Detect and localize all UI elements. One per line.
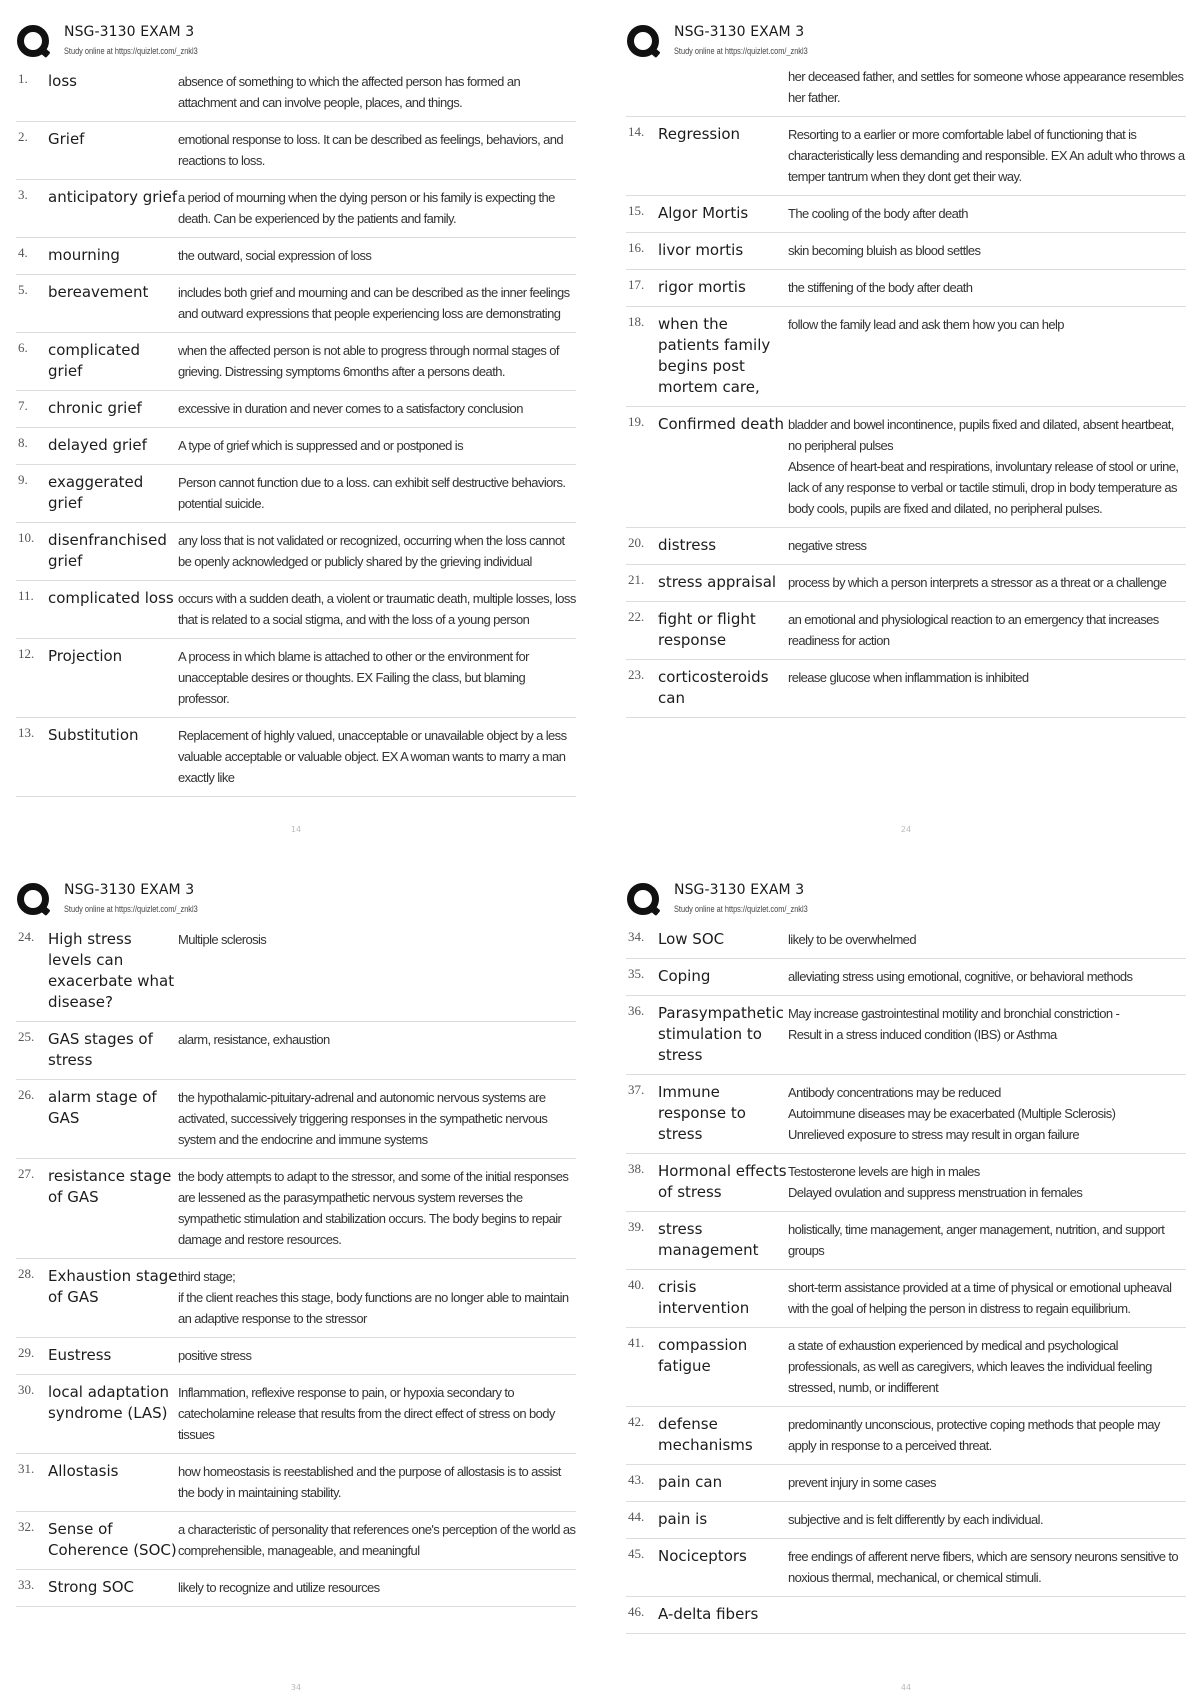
term-row bbox=[16, 1375, 576, 1454]
term-row bbox=[626, 1328, 1186, 1407]
row-definition: predominantly unconscious, protective coping methods that people may apply in response to a perceived threat. bbox=[788, 1417, 1160, 1453]
term-row bbox=[16, 391, 576, 428]
row-number: 22. bbox=[628, 609, 645, 624]
row-number: 27. bbox=[18, 1166, 35, 1181]
term-row bbox=[16, 639, 576, 718]
row-term: GAS stages of stress bbox=[48, 1030, 153, 1069]
term-row bbox=[626, 602, 1186, 660]
term-row bbox=[16, 465, 576, 523]
row-term: complicated grief bbox=[48, 341, 140, 380]
row-definition: free endings of afferent nerve fibers, which are sensory neurons sensitive to noxious thermal, mechanical, or chemical stimuli. bbox=[788, 1549, 1179, 1585]
row-definition: Testosterone levels are high in males Delayed ovulation and suppress menstruation in females bbox=[788, 1164, 1083, 1200]
row-number: 45. bbox=[628, 1546, 645, 1561]
row-number: 4. bbox=[18, 245, 28, 260]
row-term: Confirmed death bbox=[658, 415, 784, 433]
row-definition: bladder and bowel incontinence, pupils fixed and dilated, absent heartbeat, no peripheral pulses Absence of heart-beat and respirations, involuntary release of stool or urine, lack of any response to verbal or tactile stimuli, drop in body temperature as body cools, pupils are fixed and dilated, no peripheral pulses. bbox=[788, 417, 1179, 516]
page-title: NSG-3130 EXAM 3 bbox=[674, 882, 805, 898]
row-definition: follow the family lead and ask them how you can help bbox=[788, 317, 1064, 332]
page-number: 44 bbox=[900, 1683, 912, 1692]
row-term: loss bbox=[48, 72, 77, 90]
row-definition: May increase gastrointestinal motility and bronchial constriction - Result in a stress induced condition (IBS) or Asthma bbox=[788, 1006, 1120, 1042]
row-definition: how homeostasis is reestablished and the purpose of allostasis is to assist the body in maintaining stability. bbox=[178, 1464, 561, 1500]
term-row bbox=[16, 238, 576, 275]
row-number: 18. bbox=[628, 314, 645, 329]
page-1 bbox=[16, 18, 576, 838]
row-number: 42. bbox=[628, 1414, 645, 1429]
row-number: 38. bbox=[628, 1161, 645, 1176]
term-row bbox=[16, 333, 576, 391]
row-definition: her deceased father, and settles for someone whose appearance resembles her father. bbox=[788, 69, 1184, 105]
row-term: compassion fatigue bbox=[658, 1336, 748, 1375]
row-number: 8. bbox=[18, 435, 28, 450]
row-number: 19. bbox=[628, 414, 645, 429]
row-definition: excessive in duration and never comes to a satisfactory conclusion bbox=[178, 401, 523, 416]
row-term: fight or flight response bbox=[658, 610, 756, 649]
row-term: exaggerated grief bbox=[48, 473, 144, 512]
page-title: NSG-3130 EXAM 3 bbox=[64, 24, 195, 40]
row-term: delayed grief bbox=[48, 436, 147, 454]
term-row bbox=[626, 959, 1186, 996]
row-number: 9. bbox=[18, 472, 28, 487]
row-definition: absence of something to which the affected person has formed an attachment and can involve people, places, and things. bbox=[178, 74, 521, 110]
term-row bbox=[626, 307, 1186, 407]
page-number: 34 bbox=[290, 1683, 302, 1692]
term-row bbox=[16, 1454, 576, 1512]
row-term: when the patients family begins post mortem care, bbox=[658, 315, 771, 396]
page-header bbox=[16, 18, 576, 64]
row-number: 26. bbox=[18, 1087, 35, 1102]
term-row bbox=[626, 528, 1186, 565]
page-subtitle: Study online at https://quizlet.com/_znkl3 bbox=[674, 46, 808, 56]
row-number: 34. bbox=[628, 929, 645, 944]
row-definition: holistically, time management, anger management, nutrition, and support groups bbox=[788, 1222, 1165, 1258]
row-definition: Inflammation, reflexive response to pain, or hypoxia secondary to catecholamine release that results from the direct effect of stress on body tissues bbox=[178, 1385, 555, 1442]
term-list bbox=[626, 922, 1186, 1634]
row-number: 29. bbox=[18, 1345, 35, 1360]
row-term: livor mortis bbox=[658, 241, 744, 259]
page-title: NSG-3130 EXAM 3 bbox=[674, 24, 805, 40]
row-definition: prevent injury in some cases bbox=[788, 1475, 936, 1490]
row-term: stress appraisal bbox=[658, 573, 777, 591]
row-number: 7. bbox=[18, 398, 28, 413]
row-definition: The cooling of the body after death bbox=[788, 206, 968, 221]
row-number: 6. bbox=[18, 340, 28, 355]
row-term: Projection bbox=[48, 647, 123, 665]
row-number: 2. bbox=[18, 129, 28, 144]
row-term: distress bbox=[658, 536, 717, 554]
row-definition: likely to recognize and utilize resources bbox=[178, 1580, 380, 1595]
row-definition: A process in which blame is attached to other or the environment for unacceptable desires or thoughts. EX Failing the class, but blaming professor. bbox=[178, 649, 529, 706]
row-definition: likely to be overwhelmed bbox=[788, 932, 916, 947]
row-number: 23. bbox=[628, 667, 645, 682]
row-number: 46. bbox=[628, 1604, 645, 1619]
row-number: 17. bbox=[628, 277, 645, 292]
row-term: corticosteroids can bbox=[658, 668, 769, 707]
quizlet-logo-icon bbox=[626, 24, 662, 60]
page-number: 24 bbox=[900, 825, 912, 834]
term-row bbox=[16, 1512, 576, 1570]
row-definition: Multiple sclerosis bbox=[178, 932, 267, 947]
term-row bbox=[626, 1539, 1186, 1597]
row-term: Nociceptors bbox=[658, 1547, 747, 1565]
term-row bbox=[626, 1075, 1186, 1154]
quizlet-logo-icon bbox=[626, 882, 662, 918]
page-header bbox=[16, 876, 576, 922]
row-definition: third stage; if the client reaches this stage, body functions are no longer able to maintain an adaptive response to the stressor bbox=[178, 1269, 569, 1326]
row-number: 32. bbox=[18, 1519, 35, 1534]
row-definition: an emotional and physiological reaction to an emergency that increases readiness for action bbox=[788, 612, 1159, 648]
page-3 bbox=[16, 876, 576, 1696]
page-number: 14 bbox=[290, 825, 302, 834]
row-definition: A type of grief which is suppressed and or postponed is bbox=[178, 438, 463, 453]
row-term: pain can bbox=[658, 1473, 723, 1491]
row-definition: skin becoming bluish as blood settles bbox=[788, 243, 981, 258]
row-definition: Replacement of highly valued, unacceptable or unavailable object by a less valuable acceptable or valuable object. EX A woman wants to marry a man exactly like bbox=[178, 728, 567, 785]
row-number: 40. bbox=[628, 1277, 645, 1292]
term-row bbox=[626, 996, 1186, 1075]
row-definition: subjective and is felt differently by each individual. bbox=[788, 1512, 1043, 1527]
page-2 bbox=[626, 18, 1186, 838]
row-number: 36. bbox=[628, 1003, 645, 1018]
row-term: crisis intervention bbox=[658, 1278, 750, 1317]
row-term: Coping bbox=[658, 967, 711, 985]
page-subtitle: Study online at https://quizlet.com/_znkl3 bbox=[64, 46, 198, 56]
row-term: High stress levels can exacerbate what disease? bbox=[48, 930, 175, 1011]
term-row bbox=[626, 233, 1186, 270]
row-number: 28. bbox=[18, 1266, 35, 1281]
row-number: 39. bbox=[628, 1219, 645, 1234]
term-row bbox=[16, 1570, 576, 1607]
term-row bbox=[626, 1597, 1186, 1634]
term-row bbox=[626, 1154, 1186, 1212]
row-definition: positive stress bbox=[178, 1348, 252, 1363]
row-number: 13. bbox=[18, 725, 35, 740]
term-row bbox=[626, 270, 1186, 307]
term-row bbox=[16, 428, 576, 465]
term-row bbox=[16, 922, 576, 1022]
row-term: bereavement bbox=[48, 283, 149, 301]
row-term: Allostasis bbox=[48, 1462, 119, 1480]
term-row bbox=[16, 64, 576, 122]
row-definition: occurs with a sudden death, a violent or traumatic death, multiple losses, loss that is related to a social stigma, and with the loss of a young person bbox=[178, 591, 576, 627]
row-term: Low SOC bbox=[658, 930, 725, 948]
row-definition: short-term assistance provided at a time of physical or emotional upheaval with the goal of helping the person in distress to regain equilibrium. bbox=[788, 1280, 1172, 1316]
row-definition: a characteristic of personality that references one's perception of the world as comprehensible, manageable, and meaningful bbox=[178, 1522, 576, 1558]
continued-row bbox=[626, 64, 1186, 117]
quizlet-logo-icon bbox=[16, 882, 52, 918]
row-number: 30. bbox=[18, 1382, 35, 1397]
row-definition: the hypothalamic-pituitary-adrenal and autonomic nervous systems are activated, successively triggering responses in the sympathetic nervous system and the endocrine and immune systems bbox=[178, 1090, 548, 1147]
row-term: resistance stage of GAS bbox=[48, 1167, 172, 1206]
term-row bbox=[16, 1022, 576, 1080]
row-number: 20. bbox=[628, 535, 645, 550]
row-term: Hormonal effects of stress bbox=[658, 1162, 787, 1201]
row-definition: when the affected person is not able to progress through normal stages of grieving. Distressing symptoms 6months after a persons death. bbox=[178, 343, 559, 379]
row-term: anticipatory grief bbox=[48, 188, 178, 206]
row-term: Eustress bbox=[48, 1346, 112, 1364]
row-number: 16. bbox=[628, 240, 645, 255]
row-term: pain is bbox=[658, 1510, 708, 1528]
term-row bbox=[626, 660, 1186, 718]
row-term: Exhaustion stage of GAS bbox=[48, 1267, 178, 1306]
page-subtitle: Study online at https://quizlet.com/_znkl3 bbox=[674, 904, 808, 914]
row-term: Grief bbox=[48, 130, 85, 148]
row-number: 21. bbox=[628, 572, 645, 587]
row-term: Sense of Coherence (SOC) bbox=[48, 1520, 177, 1559]
row-number: 31. bbox=[18, 1461, 35, 1476]
row-number: 10. bbox=[18, 530, 35, 545]
row-definition: emotional response to loss. It can be described as feelings, behaviors, and reactions to loss. bbox=[178, 132, 563, 168]
row-number: 12. bbox=[18, 646, 35, 661]
row-number: 3. bbox=[18, 187, 28, 202]
row-term: disenfranchised grief bbox=[48, 531, 167, 570]
row-term: Immune response to stress bbox=[658, 1083, 746, 1143]
term-row bbox=[626, 407, 1186, 528]
row-definition: the stiffening of the body after death bbox=[788, 280, 973, 295]
row-definition: release glucose when inflammation is inhibited bbox=[788, 670, 1029, 685]
row-term: A-delta fibers bbox=[658, 1605, 759, 1623]
row-definition: alarm, resistance, exhaustion bbox=[178, 1032, 330, 1047]
row-term: defense mechanisms bbox=[658, 1415, 753, 1454]
row-number: 43. bbox=[628, 1472, 645, 1487]
row-term: Regression bbox=[658, 125, 741, 143]
term-row bbox=[626, 117, 1186, 196]
row-number: 37. bbox=[628, 1082, 645, 1097]
term-row bbox=[626, 565, 1186, 602]
row-definition: any loss that is not validated or recognized, occurring when the loss cannot be openly acknowledged or publicly shared by the grieving individual bbox=[178, 533, 565, 569]
row-definition: a state of exhaustion experienced by medical and psychological professionals, as well as caregivers, which leaves the individual feeling stressed, numb, or indifferent bbox=[788, 1338, 1152, 1395]
term-row bbox=[626, 1212, 1186, 1270]
term-list bbox=[16, 64, 576, 797]
row-number: 5. bbox=[18, 282, 28, 297]
row-number: 14. bbox=[628, 124, 645, 139]
row-number: 15. bbox=[628, 203, 645, 218]
term-row bbox=[16, 275, 576, 333]
page-title: NSG-3130 EXAM 3 bbox=[64, 882, 195, 898]
term-row bbox=[16, 523, 576, 581]
row-term: rigor mortis bbox=[658, 278, 746, 296]
term-row bbox=[16, 1080, 576, 1159]
row-definition: Resorting to a earlier or more comfortable label of functioning that is characteristically less demanding and responsible. EX An adult who throws a temper tantrum when they dont get their way. bbox=[788, 127, 1185, 184]
quizlet-logo-icon bbox=[16, 24, 52, 60]
term-row bbox=[16, 122, 576, 180]
row-term: Parasympathetic stimulation to stress bbox=[658, 1004, 784, 1064]
row-definition: the outward, social expression of loss bbox=[178, 248, 372, 263]
term-row bbox=[16, 581, 576, 639]
term-list bbox=[626, 117, 1186, 718]
row-term: chronic grief bbox=[48, 399, 142, 417]
row-definition: process by which a person interprets a stressor as a threat or a challenge bbox=[788, 575, 1167, 590]
term-row bbox=[16, 180, 576, 238]
term-list bbox=[16, 922, 576, 1607]
term-row bbox=[626, 1270, 1186, 1328]
row-number: 33. bbox=[18, 1577, 35, 1592]
row-term: stress management bbox=[658, 1220, 759, 1259]
term-row bbox=[626, 922, 1186, 959]
row-number: 11. bbox=[18, 588, 34, 603]
term-row bbox=[16, 1159, 576, 1259]
term-row bbox=[16, 718, 576, 797]
row-number: 25. bbox=[18, 1029, 35, 1044]
page-header bbox=[626, 876, 1186, 922]
row-definition: the body attempts to adapt to the stressor, and some of the initial responses are lessened as the parasympathetic nervous system reverses the sympathetic stimulation and stabilization occurs. The body begins to repair damage and restore resources. bbox=[178, 1169, 569, 1247]
term-row bbox=[626, 1407, 1186, 1465]
row-number: 1. bbox=[18, 71, 28, 86]
row-number: 44. bbox=[628, 1509, 645, 1524]
row-definition: Antibody concentrations may be reduced Autoimmune diseases may be exacerbated (Multiple Sclerosis) Unrelieved exposure to stress may result in organ failure bbox=[788, 1085, 1116, 1142]
row-definition: includes both grief and mourning and can be described as the inner feelings and outward expressions that people experiencing loss are demonstrating bbox=[178, 285, 570, 321]
term-row bbox=[626, 196, 1186, 233]
row-term: Strong SOC bbox=[48, 1578, 135, 1596]
term-row bbox=[626, 1465, 1186, 1502]
row-number: 41. bbox=[628, 1335, 645, 1350]
row-number: 24. bbox=[18, 929, 35, 944]
term-row bbox=[16, 1259, 576, 1338]
row-term: mourning bbox=[48, 246, 120, 264]
row-term: local adaptation syndrome (LAS) bbox=[48, 1383, 169, 1422]
row-term: alarm stage of GAS bbox=[48, 1088, 157, 1127]
row-term: Substitution bbox=[48, 726, 139, 744]
row-definition: alleviating stress using emotional, cognitive, or behavioral methods bbox=[788, 969, 1133, 984]
term-row bbox=[16, 1338, 576, 1375]
row-number: 35. bbox=[628, 966, 645, 981]
page-4 bbox=[626, 876, 1186, 1696]
page-header bbox=[626, 18, 1186, 64]
row-definition: a period of mourning when the dying person or his family is expecting the death. Can be experienced by the patients and family. bbox=[178, 190, 555, 226]
row-definition: Person cannot function due to a loss. can exhibit self destructive behaviors. potential suicide. bbox=[178, 475, 566, 511]
row-term: complicated loss bbox=[48, 589, 174, 607]
row-term: Algor Mortis bbox=[658, 204, 749, 222]
row-definition: negative stress bbox=[788, 538, 867, 553]
page-subtitle: Study online at https://quizlet.com/_znkl3 bbox=[64, 904, 198, 914]
term-row bbox=[626, 1502, 1186, 1539]
